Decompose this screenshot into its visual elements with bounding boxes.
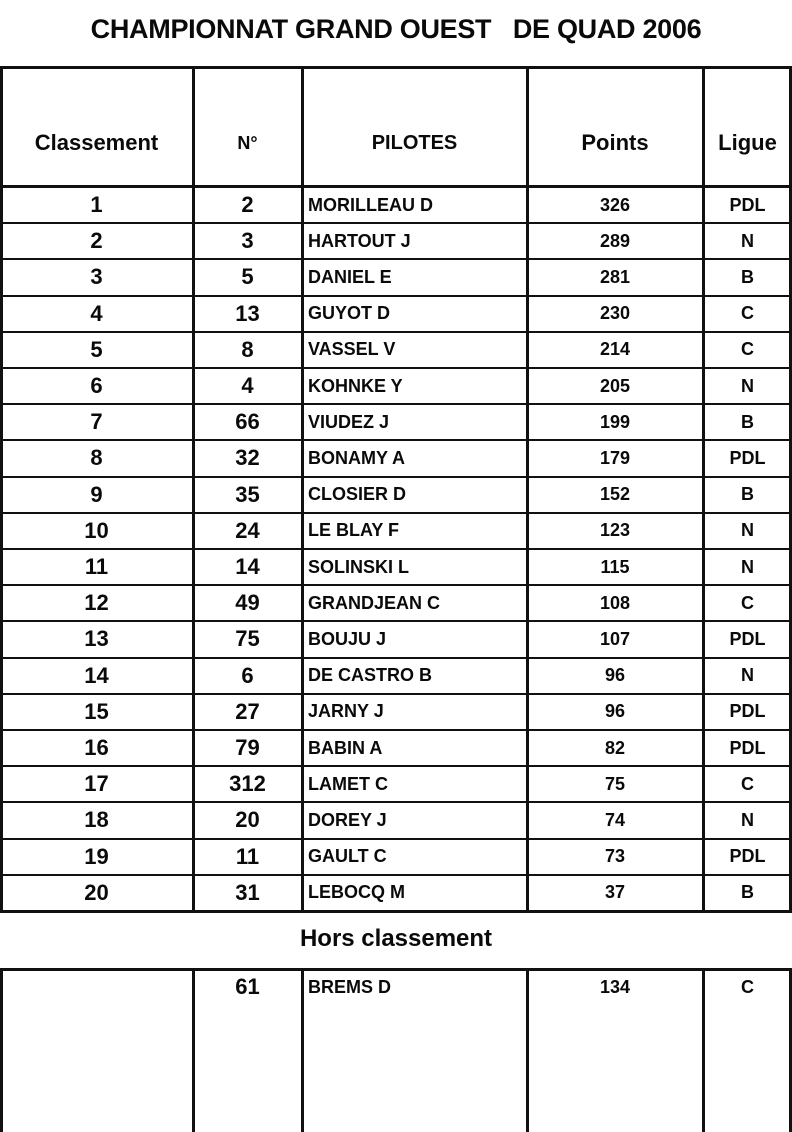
number-cell: 4	[241, 373, 254, 399]
rank-cell: 4	[90, 300, 103, 326]
pilot-cell: GAULT C	[308, 846, 387, 867]
pilot-cell: GRANDJEAN C	[308, 592, 441, 613]
number-cell: 312	[229, 771, 266, 797]
points-cell: 108	[599, 592, 631, 613]
number-cell: 6	[241, 662, 254, 688]
rank-cell: 12	[84, 590, 109, 616]
points-cell: 96	[604, 665, 626, 686]
rank-cell: 11	[84, 554, 109, 580]
rank-cell: 17	[84, 771, 109, 797]
ligue-cell: B	[741, 266, 754, 287]
rank-cell: 10	[84, 517, 109, 543]
pilot-cell: CLOSIER D	[308, 484, 407, 505]
number-cell: 3	[241, 228, 254, 254]
rank-cell: 1	[90, 192, 103, 218]
ligue-cell: B	[741, 411, 754, 432]
ligue-cell: PDL	[729, 701, 766, 722]
points-cell: 179	[599, 447, 631, 468]
points-cell: 115	[600, 556, 630, 577]
number-cell: 66	[235, 409, 260, 435]
pilot-cell: BREMS D	[308, 976, 392, 997]
points-cell: 82	[604, 737, 626, 758]
number-cell: 24	[235, 517, 260, 543]
pilot-cell: HARTOUT J	[308, 230, 411, 251]
hors-classement-heading: Hors classement	[299, 925, 493, 952]
points-cell: 326	[599, 194, 631, 215]
rank-cell: 6	[90, 373, 103, 399]
ligue-cell: C	[741, 976, 754, 997]
ligue-cell: C	[741, 303, 754, 324]
rank-cell: 14	[84, 662, 109, 688]
points-cell: 73	[604, 846, 626, 867]
ligue-cell: PDL	[729, 628, 766, 649]
pilot-cell: KOHNKE Y	[308, 375, 403, 396]
number-cell: 20	[235, 807, 260, 833]
rank-cell: 7	[90, 409, 103, 435]
header-numero: N°	[237, 132, 258, 153]
ligue-cell: C	[741, 339, 754, 360]
number-cell: 11	[235, 843, 260, 869]
ligue-cell: N	[741, 556, 754, 577]
header-pilotes: PILOTES	[371, 131, 458, 154]
points-cell: 152	[599, 484, 631, 505]
number-cell: 2	[241, 192, 254, 218]
points-cell: 214	[599, 339, 631, 360]
pilot-cell: JARNY J	[308, 701, 384, 722]
points-cell: 96	[604, 701, 626, 722]
pilot-cell: DANIEL E	[308, 266, 392, 287]
points-cell: 199	[599, 411, 631, 432]
number-cell: 49	[235, 590, 260, 616]
rank-cell: 13	[84, 626, 109, 652]
pilot-cell: BOUJU J	[308, 628, 387, 649]
rank-cell	[0, 970, 193, 1004]
number-cell: 79	[235, 735, 260, 761]
rank-cell: 15	[84, 698, 109, 724]
rank-cell: 3	[90, 264, 103, 290]
rank-cell: 18	[84, 807, 109, 833]
rank-cell: 9	[90, 481, 103, 507]
points-cell: 37	[604, 882, 626, 903]
pilot-cell: SOLINSKI L	[308, 556, 410, 577]
ligue-cell: N	[741, 809, 754, 830]
pilot-cell: LE BLAY F	[308, 520, 400, 541]
page-title: CHAMPIONNAT GRAND OUEST DE QUAD 2006	[90, 14, 702, 44]
pilot-cell: VIUDEZ J	[308, 411, 390, 432]
ligue-cell: C	[741, 773, 754, 794]
number-cell: 5	[241, 264, 254, 290]
header-ligue: Ligue	[718, 130, 777, 155]
ligue-cell: PDL	[729, 846, 766, 867]
number-cell: 13	[235, 300, 260, 326]
ligue-cell: B	[741, 882, 754, 903]
number-cell: 27	[235, 698, 260, 724]
number-cell: 61	[235, 974, 260, 1000]
pilot-cell: BABIN A	[308, 737, 383, 758]
points-cell: 74	[604, 809, 626, 830]
number-cell: 8	[241, 336, 254, 362]
points-cell: 75	[604, 773, 626, 794]
points-cell: 205	[599, 375, 631, 396]
pilot-cell: DE CASTRO B	[308, 665, 433, 686]
pilot-cell: GUYOT D	[308, 303, 391, 324]
ligue-cell: C	[741, 592, 754, 613]
rank-cell: 16	[84, 735, 109, 761]
standings-table	[0, 66, 792, 1132]
pilot-cell: VASSEL V	[308, 339, 396, 360]
table-rule	[0, 66, 792, 69]
header-classement: Classement	[34, 130, 159, 155]
number-cell: 31	[235, 879, 260, 905]
number-cell: 14	[235, 554, 260, 580]
ligue-cell: B	[741, 484, 754, 505]
pilot-cell: LEBOCQ M	[308, 882, 405, 903]
header-points: Points	[581, 130, 649, 155]
rank-cell: 20	[84, 879, 109, 905]
rank-cell: 2	[90, 228, 103, 254]
ligue-cell: N	[741, 520, 754, 541]
points-cell: 281	[599, 266, 631, 287]
rank-cell: 8	[90, 445, 103, 471]
ligue-cell: N	[741, 375, 754, 396]
points-cell: 134	[599, 976, 631, 997]
points-cell: 123	[599, 520, 631, 541]
number-cell: 32	[235, 445, 260, 471]
number-cell: 35	[235, 481, 260, 507]
points-cell: 230	[599, 303, 631, 324]
ligue-cell: PDL	[729, 737, 766, 758]
pilot-cell: MORILLEAU D	[308, 194, 433, 215]
points-cell: 107	[599, 628, 631, 649]
rank-cell: 5	[90, 336, 103, 362]
rank-cell: 19	[84, 843, 109, 869]
pilot-cell: DOREY J	[308, 809, 387, 830]
ligue-cell: PDL	[729, 194, 766, 215]
points-cell: 289	[599, 230, 631, 251]
pilot-cell: LAMET C	[308, 773, 388, 794]
pilot-cell: BONAMY A	[308, 447, 406, 468]
ligue-cell: N	[741, 230, 754, 251]
number-cell: 75	[235, 626, 260, 652]
ligue-cell: PDL	[729, 447, 766, 468]
ligue-cell: N	[741, 665, 754, 686]
